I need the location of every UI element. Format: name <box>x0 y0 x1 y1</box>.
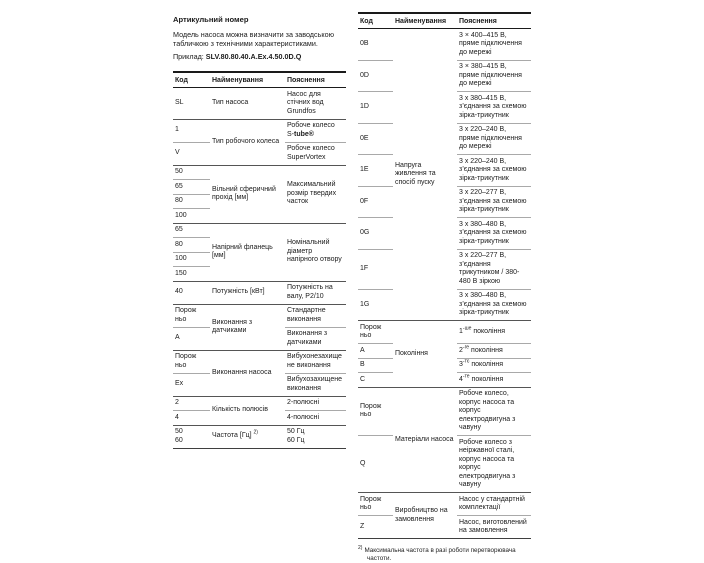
code-cell: B <box>358 358 393 373</box>
explanation-cell: Насос у стандартній комплектації <box>457 493 531 516</box>
article-number-section <box>173 15 346 449</box>
code-cell: Z <box>358 516 393 539</box>
code-cell: 1G <box>358 289 393 321</box>
table-row <box>173 223 346 238</box>
code-cell: 65 <box>173 223 210 238</box>
explanation-cell: Насос для стічних вод Grundfos <box>285 88 346 120</box>
name-cell: Потужність [кВт] <box>210 281 285 304</box>
col-header-name: Найменування <box>393 13 457 29</box>
name-cell: Напірний фланець [мм] <box>210 223 285 281</box>
explanation-cell: 3 x 220–277 В, з’єднання за схемою зірка-трикутник <box>457 186 531 218</box>
type-key-section-right <box>358 12 531 563</box>
code-cell: Порож ньо <box>358 387 393 436</box>
table-header-row <box>358 13 531 29</box>
table-row <box>173 281 346 304</box>
code-cell: 65 <box>173 180 210 195</box>
table-row <box>173 350 346 373</box>
col-header-code: Код <box>358 13 393 29</box>
explanation-cell: Насос, виготовлений на замовлення <box>457 516 531 539</box>
code-cell: 50 60 <box>173 425 210 448</box>
code-cell: 2 <box>173 396 210 411</box>
code-cell: 1D <box>358 92 393 124</box>
code-cell: 1E <box>358 155 393 187</box>
name-cell: Покоління <box>393 321 457 388</box>
name-cell: Виробництво на замовлення <box>393 493 457 539</box>
code-cell: A <box>173 327 210 350</box>
table-row <box>358 493 531 516</box>
explanation-cell: $4^{-те}$ покоління <box>457 373 531 388</box>
explanation-cell: $3^{-тє}$ покоління <box>457 358 531 373</box>
code-cell: 80 <box>173 238 210 253</box>
col-header-code: Код <box>173 72 210 88</box>
code-cell: 0B <box>358 29 393 61</box>
explanation-cell: 2-полюсні <box>285 396 346 411</box>
explanation-cell: Робоче колесо, корпус насоса та корпус електродвигуна з чавуну <box>457 387 531 436</box>
code-cell: Порож ньо <box>358 493 393 516</box>
section-title: Артикульний номер <box>173 15 249 24</box>
code-cell: 100 <box>173 209 210 224</box>
explanation-cell: 3 × 400–415 В, пряме підключення до мережі <box>457 29 531 61</box>
explanation-cell: 4-полюсні <box>285 411 346 426</box>
code-cell: 100 <box>173 252 210 267</box>
explanation-cell: 3 x 220–277 В, з’єднання трикутником / 380-480 В зіркою <box>457 249 531 289</box>
explanation-cell: Максимальний розмір твердих часток <box>285 165 346 223</box>
code-cell: V <box>173 142 210 165</box>
code-cell: Ex <box>173 373 210 396</box>
table-row <box>358 387 531 436</box>
explanation-cell: Виконання з датчиками <box>285 327 346 350</box>
table-header-row <box>173 72 346 88</box>
table-row <box>173 119 346 142</box>
explanation-cell: 50 Гц 60 Гц <box>285 425 346 448</box>
example-line <box>173 52 346 61</box>
name-cell: Частота [Гц] $^{2)}$ <box>210 425 285 448</box>
code-cell: 80 <box>173 194 210 209</box>
code-cell: SL <box>173 88 210 120</box>
name-cell: Вільний сферичний прохід [мм] <box>210 165 285 223</box>
explanation-cell: Робоче колесо SuperVortex <box>285 142 346 165</box>
name-cell: Тип робочого колеса <box>210 119 285 165</box>
explanation-cell: Вибухонезахищене виконання <box>285 350 346 373</box>
example-label: Приклад: <box>173 52 204 61</box>
table-row <box>358 321 531 344</box>
code-cell: 4 <box>173 411 210 426</box>
table-row <box>173 165 346 180</box>
col-header-name: Найменування <box>210 72 285 88</box>
explanation-cell: $1^{-ше}$ покоління <box>457 321 531 344</box>
name-cell: Напруга живлення та спосіб пуску <box>393 29 457 321</box>
explanation-cell: 3 x 220–240 В, з’єднання за схемою зірка-трикутник <box>457 155 531 187</box>
name-cell: Виконання з датчиками <box>210 304 285 350</box>
table-row <box>173 88 346 120</box>
code-cell: 150 <box>173 267 210 282</box>
name-cell: Кількість полюсів <box>210 396 285 425</box>
explanation-cell: Потужність на валу, P2/10 <box>285 281 346 304</box>
code-cell: Порож ньо <box>173 350 210 373</box>
explanation-cell: Номінальний діаметр напірного отвору <box>285 223 346 281</box>
col-header-explanation: Пояснення <box>457 13 531 29</box>
code-cell: C <box>358 373 393 388</box>
name-cell: Матеріали насоса <box>393 387 457 493</box>
code-cell: 40 <box>173 281 210 304</box>
intro-text: Модель насоса можна визначити за заводською табличкою з технічними характеристиками. <box>173 30 334 48</box>
footnote-text: Максимальна частота в разі роботи перетворювача частоти. <box>364 547 516 562</box>
name-cell: Виконання насоса <box>210 350 285 396</box>
footnote-marker: 2) <box>358 544 363 551</box>
example-value: SLV.80.80.40.A.Ex.4.50.0D.Q <box>205 52 302 61</box>
code-cell: Q <box>358 436 393 493</box>
table-row <box>173 304 346 327</box>
explanation-cell: Робоче колесо з неіржавної сталі, корпус насоса та корпус електродвигуна з чавуну <box>457 436 531 493</box>
table-row <box>173 425 346 448</box>
code-cell: Порож ньо <box>173 304 210 327</box>
explanation-cell: Вибухозахищене виконання <box>285 373 346 396</box>
explanation-cell: 3 x 380–480 В, з’єднання за схемою зірка-трикутник <box>457 289 531 321</box>
code-cell: 50 <box>173 165 210 180</box>
explanation-cell: $2^{-ге}$ покоління <box>457 344 531 359</box>
explanation-cell: Стандартне виконання <box>285 304 346 327</box>
type-key-table-left <box>173 71 346 449</box>
code-cell: 1F <box>358 249 393 289</box>
col-header-explanation: Пояснення <box>285 72 346 88</box>
footnote <box>358 544 531 563</box>
code-cell: 1 <box>173 119 210 142</box>
code-cell: Порож ньо <box>358 321 393 344</box>
table-row <box>358 29 531 61</box>
code-cell: 0D <box>358 60 393 92</box>
explanation-cell: 3 x 380–480 В, з’єднання за схемою зірка-трикутник <box>457 218 531 250</box>
code-cell: 0G <box>358 218 393 250</box>
explanation-cell: 3 × 380–415 В, пряме підключення до мережі <box>457 60 531 92</box>
explanation-cell: Робоче колесо S-tube® <box>285 119 346 142</box>
explanation-cell: 3 x 220–240 В, пряме підключення до мережі <box>457 123 531 155</box>
table-row <box>173 396 346 411</box>
code-cell: A <box>358 344 393 359</box>
name-cell: Тип насоса <box>210 88 285 120</box>
explanation-cell: 3 x 380–415 В, з’єднання за схемою зірка-трикутник <box>457 92 531 124</box>
code-cell: 0E <box>358 123 393 155</box>
type-key-table-right <box>358 12 531 539</box>
code-cell: 0F <box>358 186 393 218</box>
